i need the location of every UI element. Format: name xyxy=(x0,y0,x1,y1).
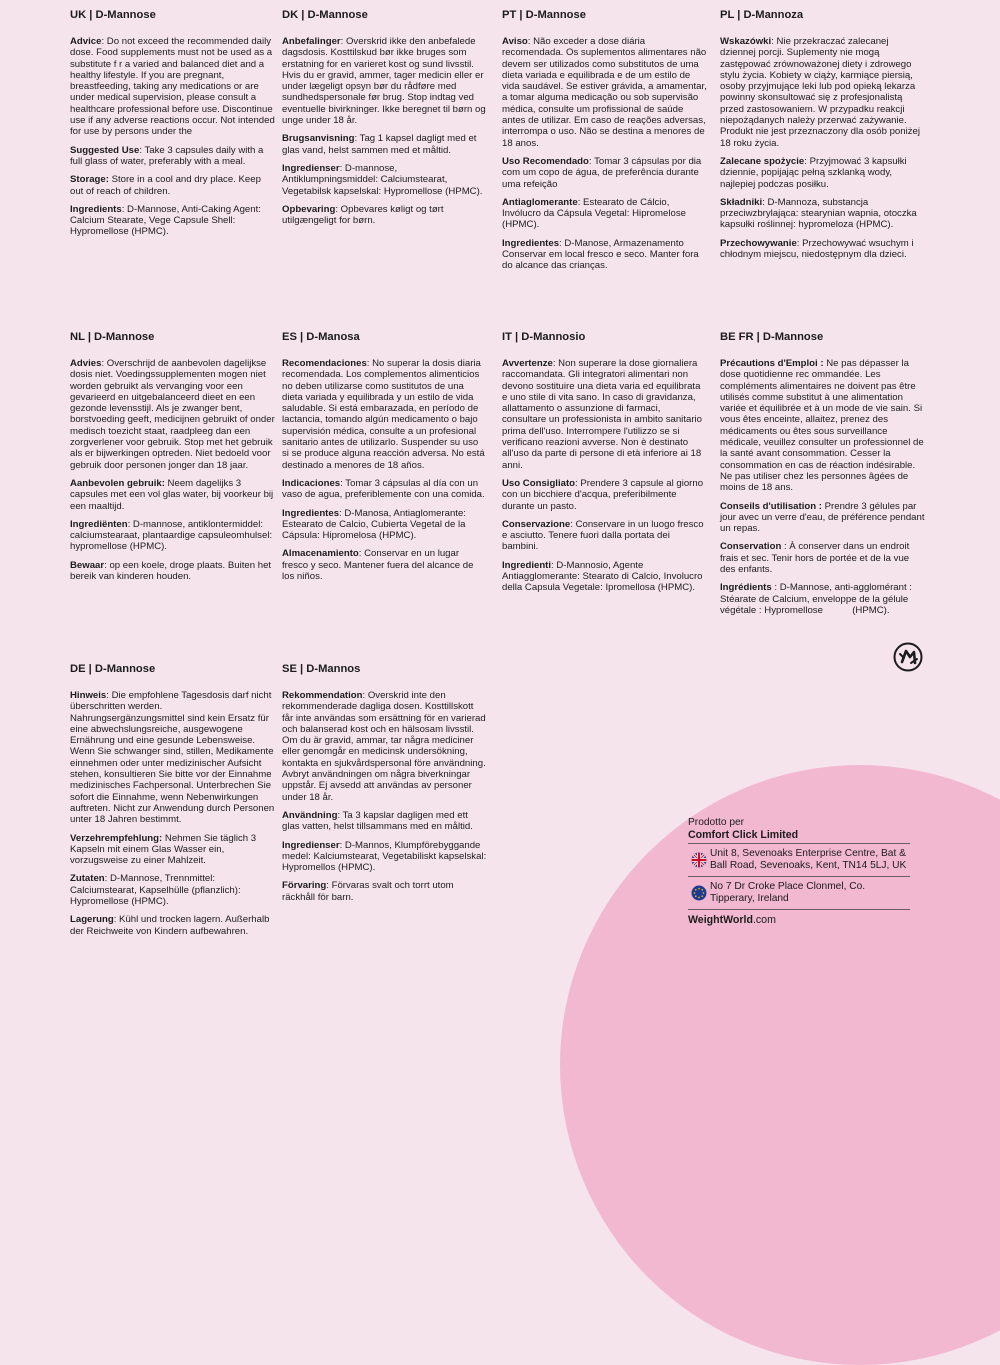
section-title: IT | D-Mannosio xyxy=(502,331,586,343)
section-be-fr xyxy=(720,331,925,623)
producer-label: Prodotto per xyxy=(688,817,745,828)
section-title: NL | D-Mannose xyxy=(70,331,155,343)
section-se xyxy=(282,663,487,910)
usage-paragraph: Suggested Use: Take 3 capsules daily with a full glass of water, preferably with a meal. xyxy=(70,144,264,167)
advice-paragraph: Hinweis: Die empfohlene Tagesdosis darf nicht überschritten werden. Nahrungsergänzungsmittel sind kein Ersatz für eine abwechslungsreiche, ausgewogene Ernährung und eine gesunde Lebensweise. Wenn Sie schwanger sind, stillen, Medikamente einnehmen oder unter medizinischer Aufsicht stehen, konsultieren Sie bitte vor der Einnahme medizinisches Fachpersonal. Unterbrechen Sie sofort die Einnahme, wenn Nebenwirkungen auftreten. Nicht zur Anwendung durch Personen unter 18 Jahren bestimmt. xyxy=(70,690,275,826)
usage-paragraph: Uso Consigliato: Prendere 3 capsule al giorno con un bicchiere d'acqua, preferibilmente durante un pasto. xyxy=(502,477,704,512)
ingredients-paragraph: Ingredients: D-Mannose, Anti-Caking Agent: Calcium Stearate, Vege Capsule Shell: Hypromellose (HPMC). xyxy=(70,203,261,238)
section-pt xyxy=(502,9,707,279)
ingredients-paragraph: Ingrediënten: D-mannose, antiklontermiddel: calciumstearaat, plantaardige capsuleomhulsel: hypromellose (HPMC). xyxy=(70,518,273,553)
storage-paragraph: Storage: Store in a cool and dry place. Keep out of reach of children. xyxy=(70,174,261,197)
storage-paragraph: Conservazione: Conservare in un luogo fresco e asciutto. Tenere fuori dalla portata dei bambini. xyxy=(502,518,704,553)
usage-paragraph: Indicaciones: Tomar 3 cápsulas al día con un vaso de agua, preferiblemente con una comida. xyxy=(282,477,485,501)
advice-paragraph: Avvertenze: Non superare la dose giornaliera raccomandata. Gli integratori alimentari non devono sostituire una dieta varia ed equilibrata e uno stile di vita sano. In caso di gravidanza, allattamento o assunzione di farmaci, consultare un professionista in ambito sanitario prima dell'uso. Interrompere l'utilizzo se si verificano reazioni avverse. Non è destinato all'uso da parte di persone di età inferiore ai 18 anni. xyxy=(502,358,702,471)
section-title: BE FR | D-Mannose xyxy=(720,331,824,343)
usage-paragraph: Aanbevolen gebruik: Neem dagelijks 3 capsules met een vol glas water, bij voorkeur bij een maaltijd. xyxy=(70,477,274,512)
advice-paragraph: Recomendaciones: No superar la dosis diaria recomendada. Los complementos alimenticios no deben utilizarse como sustitutos de una dieta variada y equilibrada y un estilo de vida saludable. Si está embarazada, en período de lactancia, tomando algún medicamento o bajo supervisión médica, consulte a un profesional sanitario antes de utilizarlo. Suspender su uso si se produce alguna reacción adversa. No está destinado a menores de 18 años. xyxy=(282,358,485,471)
usage-paragraph: Brugsanvisning: Tag 1 kapsel dagligt med et glas vand, helst sammen med et måltid. xyxy=(282,133,477,156)
usage-paragraph: Verzehrempfehlung: Nehmen Sie täglich 3 Kapseln mit einem Glas Wasser ein, vorzugsweise zu einer Mahlzeit. xyxy=(70,832,257,867)
producer-info xyxy=(688,817,910,926)
storage-paragraph: Lagerung: Kühl und trocken lagern. Außerhalb der Reichweite von Kindern aufbewahren. xyxy=(70,914,270,937)
eu-flag-icon xyxy=(688,885,710,901)
ingredients-paragraph: Ingredienser: D-mannose, Antiklumpningsmiddel: Calciumstearat, Vegetabilsk kapselskal: Hypromellose (HPMC). xyxy=(282,162,483,197)
section-pl xyxy=(720,9,925,267)
section-es xyxy=(282,331,487,589)
usage-paragraph: Uso Recomendado: Tomar 3 cápsulas por dia com um copo de água, de preferência durante uma refeição xyxy=(502,155,702,190)
producer-company: Comfort Click Limited xyxy=(688,829,799,841)
section-title: UK | D-Mannose xyxy=(70,9,156,21)
storage-paragraph: Förvaring: Förvaras svalt och torrt utom räckhåll för barn. xyxy=(282,880,454,903)
section-title: ES | D-Manosa xyxy=(282,331,360,343)
section-title: DK | D-Mannose xyxy=(282,9,368,21)
address-uk-text: Unit 8, Sevenoaks Enterprise Centre, Bat & Ball Road, Sevenoaks, Kent, TN14 5LJ, UK xyxy=(710,848,907,871)
uk-flag-icon xyxy=(688,852,710,868)
address-ie-text: No 7 Dr Croke Place Clonmel, Co. Tipperary, Ireland xyxy=(710,881,866,904)
section-nl xyxy=(70,331,275,589)
address-ie xyxy=(688,876,910,909)
usage-paragraph: Conseils d'utilisation : Prendre 3 gélules par jour avec un verre d'eau, de préférence pendant un repas. xyxy=(720,500,925,535)
advice-paragraph: Aviso: Não exceder a dose diária recomendada. Os suplementos alimentares não devem ser utilizados como substitutos de uma dieta variada e equilibrada e de um estilo de vida saudável. Se estiver grávida, a amamentar, a tomar alguma medicação ou sob supervisão médica, consulte um profissional de saúde antes de utilizar. Em caso de reações adversas, interrompa o uso. Não se destina a menores de 18 anos. xyxy=(502,36,707,149)
website-link[interactable]: WeightWorld.com xyxy=(688,909,910,926)
storage-paragraph: Almacenamiento: Conservar en un lugar fresco y seco. Mantener fuera del alcance de los niños. xyxy=(282,548,474,583)
section-dk xyxy=(282,9,487,233)
advice-paragraph: Précautions d'Emploi : Ne pas dépasser la dose quotidienne rec ommandée. Les compléments alimentaires ne doivent pas être utilisés comme substitut à une alimentation variée et équilibrée et à un mode de vie sain. Si vous êtes enceinte, allaitez, prenez des médicaments ou êtes sous surveillance médicale, veuillez consulter un professionnel de la santé avant consommation. Cesser la consommation en cas de réaction indésirable. Ne pas utiliser chez les personnes âgées de moins de 18 ans. xyxy=(720,358,924,494)
ingredients-paragraph: Ingredienti: D-Mannosio, Agente Antiagglomerante: Stearato di Calcio, Involucro della Capsula Vegetale: Ipromellosa (HPMC). xyxy=(502,559,703,594)
section-title: SE | D-Mannos xyxy=(282,663,361,675)
anticaking-paragraph: Antiaglomerante: Estearato de Cálcio, Invólucro da Cápsula Vegetal: Hipromelose (HPMC). xyxy=(502,196,686,231)
advice-paragraph: Wskazówki: Nie przekraczać zalecanej dziennej porcji. Suplementy nie mogą zastępować zrównoważonej diety i zdrowego stylu życia. Kobiety w ciąży, karmiące piersią, osoby przyjmujące leki lub pod opieką lekarza powinny skonsultować się z profesjonalistą przed zastosowaniem. W przypadku reakcji niepożądanych należy przerwać zażywanie. Produkt nie jest przeznaczony dla osób poniżej 18 roku życia. xyxy=(720,36,920,149)
address-uk xyxy=(688,843,910,876)
ingredients-paragraph: Składniki: D-Mannoza, substancja przeciwzbrylająca: stearynian wapnia, otoczka kapsułki roślinnej: hypromeloza (HPMC). xyxy=(720,196,917,231)
advice-paragraph: Anbefalinger: Overskrid ikke den anbefalede dagsdosis. Kosttilskud bør ikke bruges som erstatning for en varieret kost og sund livsstil. Hvis du er gravid, ammer, tager medicin eller er under lægeligt opsyn bør du rådføre med sundhedspersonale før brug. Stop indtag ved eventuelle bivirkninger. Ikke beregnet til børn og unge under 18 år. xyxy=(282,36,486,127)
ingredients-paragraph: Ingredientes: D-Manosa, Antiaglomerante: Estearato de Calcio, Cubierta Vegetal de la Cápsula: Hipromelosa (HPMC). xyxy=(282,507,466,542)
usage-paragraph: Zalecane spożycie: Przyjmować 3 kapsułki dziennie, popijając pełną szklanką wody, najlepiej podczas posiłku. xyxy=(720,155,907,190)
advice-paragraph: Advies: Overschrijd de aanbevolen dagelijkse dosis niet. Voedingssupplementen mogen niet worden gebruikt als vervanging voor een gevarieerd en uitgebalanceerd dieet en een gezonde levensstijl. Als je zwanger bent, borstvoeding geeft, medicijnen gebruikt of onder medisch toezicht staat, raadpleeg dan een zorgverlener voor gebruik. Stop met het gebruik als er bijwerkingen optreden. Niet bedoeld voor gebruik door personen jonger dan 18 jaar. xyxy=(70,358,275,471)
ingredients-paragraph: Ingredienser: D-Mannos, Klumpförebyggande medel: Kalciumstearat, Vegetabiliskt kapselskal: Hypromellos (HPMC). xyxy=(282,839,487,874)
advice-paragraph: Rekommendation: Overskrid inte den rekommenderade dagliga dosen. Kosttillskott får inte användas som ersättning för en varierad och balanserad kost och en hälsosam livsstil. Om du är gravid, ammar, tar några mediciner eller genomgår en medicinsk undersökning, kontakta en sjukvårdspersonal före användning. Avbryt användningen om några biverkningar uppstår. Ej avsedd att användas av personer under 18 år. xyxy=(282,690,486,803)
recycling-icon xyxy=(893,642,923,672)
section-de xyxy=(70,663,275,944)
section-it xyxy=(502,331,707,601)
storage-paragraph: Conservation : À conserver dans un endroit frais et sec. Tenir hors de portée et de la vue des enfants. xyxy=(720,541,910,576)
section-uk xyxy=(70,9,275,245)
usage-paragraph: Användning: Ta 3 kapslar dagligen med ett glas vatten, helst tillsammans med en måltid. xyxy=(282,809,473,833)
section-title: PT | D-Mannose xyxy=(502,9,586,21)
storage-paragraph: Przechowywanie: Przechowywać wsuchym i chłodnym miejscu, niedostępnym dla dzieci. xyxy=(720,237,914,261)
storage-paragraph: Opbevaring: Opbevares køligt og tørt utilgængeligt for børn. xyxy=(282,203,444,227)
ingredients-paragraph: Ingrédients : D-Mannose, anti-agglomérant : Stéarate de Calcium, enveloppe de la gélule végétale : Hypromellose (HPMC). xyxy=(720,582,915,616)
advice-paragraph: Advice: Do not exceed the recommended daily dose. Food supplements must not be used as a substitute f r a varied and balanced diet and a healthy lifestyle. If you are pregnant, breastfeeding, taking any medications or are under medical supervision, please consult a healthcare professional before use. Discontinue use if any adverse reactions occur. Not intended for use by persons under the xyxy=(70,36,275,138)
section-title: DE | D-Mannose xyxy=(70,663,156,675)
ingredients-paragraph: Zutaten: D-Mannose, Trennmittel: Calciumstearat, Kapselhülle (pflanzlich): Hypromellose (HPMC). xyxy=(70,873,241,908)
section-title: PL | D-Mannoza xyxy=(720,9,804,21)
storage-paragraph: Bewaar: op een koele, droge plaats. Buiten het bereik van kinderen houden. xyxy=(70,559,272,583)
ingredients-paragraph: Ingredientes: D-Manose, Armazenamento Conservar em local fresco e seco. Manter fora do alcance das crianças. xyxy=(502,237,699,272)
